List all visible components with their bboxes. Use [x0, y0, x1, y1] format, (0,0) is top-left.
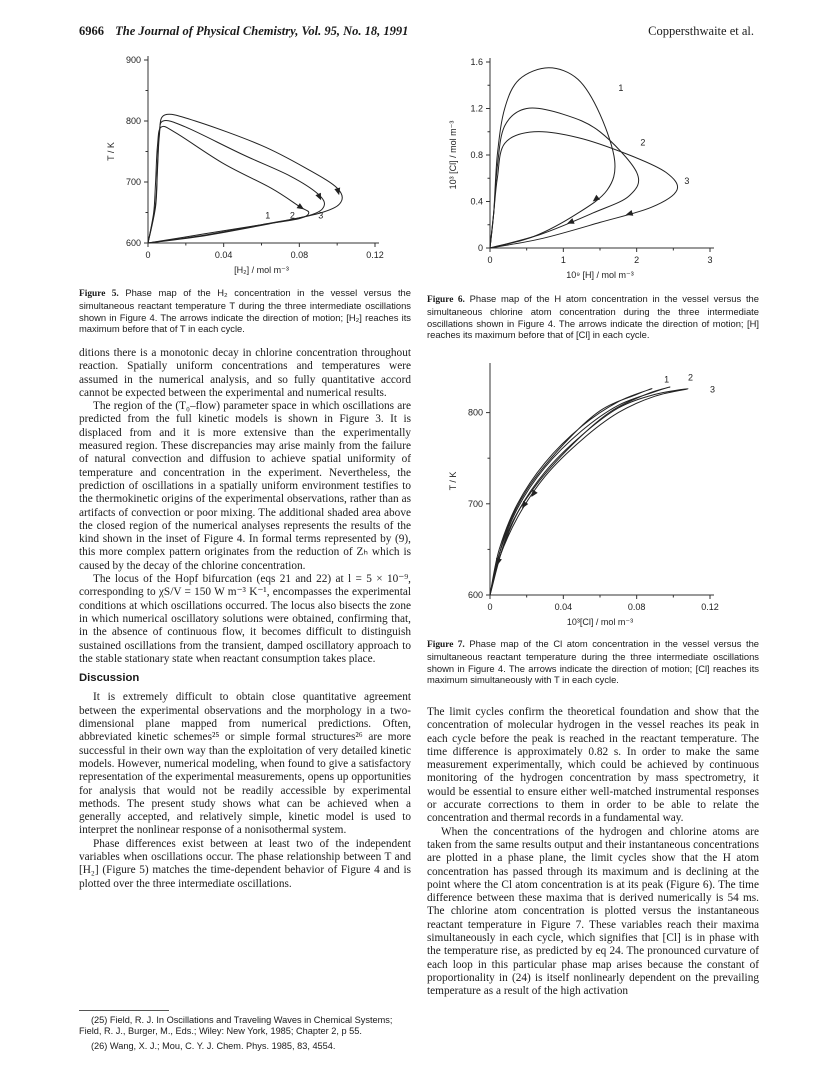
y-tick-label: 0	[477, 243, 483, 253]
running-header	[79, 24, 408, 39]
footnote-rule	[79, 1010, 169, 1011]
y-tick-label: 0.8	[470, 150, 483, 160]
y-axis-label: T / K	[448, 471, 458, 491]
series-3-arrow	[625, 210, 633, 218]
series-3-label: 3	[318, 210, 324, 221]
x-tick-label: 0.04	[554, 602, 573, 612]
series-2-label: 2	[289, 210, 295, 221]
figure-6-caption-text: Phase map of the H atom concentration in the vessel versus the simultaneous chlorine atom concentration during the three intermediate oscillations shown in Figure 4. The arrows indicate the direction of motion; [H] reaches its maximum before that of [Cl] in each cycle.	[427, 293, 759, 341]
running-authors: Coppersthwaite et al.	[648, 24, 754, 38]
series-1-arrow	[591, 195, 600, 204]
x-axis-label: [H₂] / mol m⁻³	[234, 265, 289, 275]
series-1-label: 1	[664, 374, 670, 385]
y-tick-label: 800	[467, 407, 483, 418]
series-1-label: 1	[265, 210, 271, 221]
figure-5-caption-text: Phase map of the H₂ concentration in the vessel versus the simultaneous reactant temperature T during the three intermediate oscillations shown in Figure 4. The arrows indicate the direction of motion; [H₂] reaches its maximum before that of T in each cycle.	[79, 287, 411, 335]
x-tick-label: 0.12	[366, 250, 384, 260]
series-3-curve	[490, 389, 652, 595]
paragraph: The locus of the Hopf bifurcation (eqs 21 and 22) at l = 5 × 10⁻⁹, corresponding to χS/V = 150 W m⁻³ K⁻¹, encompasses the experimental conditions at which oscillations occurred. The locus also bisects the zone in which numerical oscillatory solutions were obtained, confirming that, in the absence of continuous flow, it becomes difficult to distinguish sustained oscillations from the transient, damped oscillatory approach to the stable stationary state when reactant consumption takes place.	[79, 573, 411, 665]
x-tick-label: 0.08	[627, 602, 646, 612]
y-tick-label: 1.2	[470, 103, 483, 114]
journal-title: The Journal of Physical Chemistry, Vol. 95, No. 18, 1991	[115, 24, 409, 38]
paragraph: It is extremely difficult to obtain close quantitative agreement between the experimental observations and the morphology in a two-dimensional plane mapped from numerical predictions. Often, abbreviated kinetic schemes²⁵ or simple formal structures²⁶ are more successful in their own way than the exploitation of very detailed kinetic models. However, numerical modeling, when found to give a satisfactory representation of the experimental measurements, opens up opportunities for analysis that would not be readily accessible by experimental methods. The present study shows what can be achieved when a generally accepted, and relatively simple, kinetic model is used to interpret the nonlinear response of a nonisothermal system.	[79, 691, 411, 837]
series-3-label: 3	[710, 384, 716, 395]
series-1-curve	[490, 68, 615, 248]
y-tick-label: 700	[125, 177, 141, 187]
paragraph: ditions there is a monotonic decay in chlorine concentration throughout reaction. Spatially uniform concentrations and temperatures were assumed in the numerical analysis, and so fully quantitative accord cannot be expected between the experimental and numerical results.	[79, 347, 411, 399]
paragraph: The region of the (T₀–flow) parameter space in which oscillations are predicted from the full kinetic models is shown in Figure 3. It is displaced from and it is more extensive than the experimentally measured region. These discrepancies may arise mainly from the failure of natural convection and diffusion to achieve spatial uniformity of temperature and concentration in the experiment. Nevertheless, the prediction of oscillations in a spatially uniform environment testifies to the thermokinetic origins of the experimental observations, rather than as artifacts of convection or poor mixing. The additional shaded area above the closed region of the numerical analyses represents the results of the kind shown in the inset of Figure 4. In formal terms represented by (9), this more complex pattern originates from the reduction of Zₕ which is caused by the decay of the chlorine concentration.	[79, 400, 411, 572]
series-1-arrow	[297, 203, 306, 212]
x-tick-label: 0.12	[701, 602, 719, 612]
footnote: (25) Field, R. J. In Oscillations and Traveling Waves in Chemical Systems; Field, R. J., Burger, M., Eds.; Wiley: New York, 1985; Chapter 2, p 55.	[79, 1015, 393, 1036]
figure-7-label: Figure 7.	[427, 640, 465, 650]
series-2-curve	[490, 108, 639, 248]
y-tick-label: 0.4	[470, 196, 483, 207]
x-tick-label: 0.04	[214, 250, 233, 260]
series-3-arrow	[334, 188, 342, 196]
y-tick-label: 600	[125, 238, 141, 248]
figure-5-label: Figure 5.	[79, 289, 119, 299]
paragraph: The limit cycles confirm the theoretical foundation and show that the concentration of molecular hydrogen in the vessel reaches its peak in each cycle before the peak is reached in the reactant temperature. The time difference is approximately 0.82 s. In order to make the same measurement experimentally, which could be achieved by continuous monitoring of the hydrogen concentration by mass spectrometry, it would be essential to ensure either well-matched instrumental responses or accurate corrections to them in order to be able to relate the concentration and thermal records in a fundamental way.	[427, 706, 759, 825]
series-2-curve	[490, 387, 670, 595]
paragraph: When the concentrations of the hydrogen and chlorine atoms are taken from the same results output and their instantaneous concentrations are plotted in a phase plane, the limit cycles show that the H atom concentration has passed through its maximum and is declining at the point where the Cl atom concentration is at its peak (Figure 6). The time difference between these maxima that is derived numerically is 54 ms. The chlorine atom concentration is plotted versus the instantaneous reactant temperature in Figure 7. These variables reach their maxima simultaneously in each cycle, which signifies that [Cl] is in phase with the temperature rise, as predicted by eq 24. The pronounced curvature of each loop in this particular phase map arises because the constant of proportionality in (24) is itself nonlinearly dependent on the prevailing temperature as a result of the high activation	[427, 825, 759, 998]
y-tick-label: 900	[125, 55, 141, 65]
series-1-curve	[148, 126, 309, 243]
section-heading-discussion: Discussion	[79, 672, 140, 685]
page-number: 6966	[79, 24, 104, 38]
y-tick-label: 700	[467, 498, 483, 509]
paragraph: Phase differences exist between at least two of the independent variables when oscillations occur. The phase relationship between T and [H₂] (Figure 5) matches the time-dependent behavior of Figure 4 and is plotted over the three intermediate oscillations.	[79, 837, 411, 890]
x-tick-label: 3	[707, 255, 713, 265]
y-tick-label: 1.6	[470, 57, 483, 67]
figure-6-caption	[427, 293, 759, 341]
x-axis-label: 10³[Cl] / mol m⁻³	[566, 617, 634, 627]
x-tick-label: 0	[487, 602, 493, 612]
left-column-text	[79, 347, 411, 891]
figure-7-caption-text: Phase map of the Cl atom concentration in the vessel versus the simultaneous reactant temperature during the three intermediate oscillations shown in Figure 4. The arrows indicate the direction of motion; [Cl] reaches its maximum simultaneously with T in each cycle.	[427, 638, 759, 686]
series-1-label: 1	[618, 83, 624, 94]
figure-7-chart	[438, 355, 738, 630]
right-column-text	[427, 706, 759, 999]
y-axis-label: 10³ [Cl] / mol m⁻³	[448, 120, 458, 190]
x-tick-label: 1	[560, 255, 566, 265]
footnote: (26) Wang, X. J.; Mou, C. Y. J. Chem. Phys. 1985, 83, 4554.	[91, 1041, 336, 1051]
figure-6-label: Figure 6.	[427, 295, 465, 305]
y-axis-label: T / K	[106, 142, 116, 161]
y-tick-label: 800	[125, 116, 141, 126]
x-tick-label: 0	[487, 255, 493, 265]
series-2-curve	[148, 121, 324, 243]
y-tick-label: 600	[467, 590, 483, 600]
figure-5-chart	[90, 48, 390, 280]
figure-5-caption	[79, 287, 411, 335]
series-2-arrow	[315, 193, 323, 202]
series-2-label: 2	[640, 137, 646, 148]
figure-7-caption	[427, 638, 759, 686]
figure-6-chart	[438, 48, 738, 286]
series-3-label: 3	[684, 176, 690, 187]
x-axis-label: 10⁹ [H] / mol m⁻³	[566, 270, 634, 280]
footnotes	[79, 1015, 411, 1056]
x-tick-label: 2	[634, 255, 640, 265]
x-tick-label: 0	[145, 250, 151, 260]
series-2-label: 2	[688, 372, 694, 383]
x-tick-label: 0.08	[290, 250, 309, 260]
series-3-curve	[490, 132, 678, 248]
